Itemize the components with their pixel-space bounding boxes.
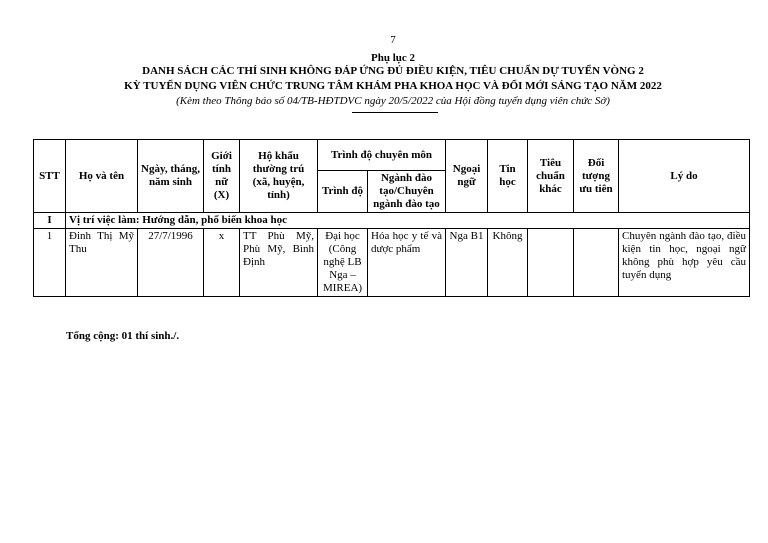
document-subtitle: (Kèm theo Thông báo số 04/TB-HĐTDVC ngày 20/5/2022 của Hội đồng tuyển dụng viên chức Sở) — [176, 95, 610, 107]
header-it: Tin học — [488, 140, 528, 213]
document-title-line2: KỲ TUYỂN DỤNG VIÊN CHỨC TRUNG TÂM KHÁM PHA KHOA HỌC VÀ ĐỔI MỚI SÁNG TẠO NĂM 2022 — [124, 80, 662, 92]
cell-name: Đinh Thị Mỹ Thu — [66, 229, 138, 297]
cell-foreign-language: Nga B1 — [446, 229, 488, 297]
table-row — [34, 229, 750, 297]
section-index: I — [34, 213, 66, 229]
header-major: Ngành đào tạo/Chuyên ngành đào tạo — [368, 171, 446, 213]
appendix-title: Phụ lục 2 — [370, 52, 415, 64]
section-label: Vị trí việc làm: Hướng dẫn, phổ biến khoa học — [66, 213, 750, 229]
cell-it: Không — [488, 229, 528, 297]
cell-dob: 27/7/1996 — [138, 229, 204, 297]
table-header-row — [34, 140, 750, 171]
document-title-line1: DANH SÁCH CÁC THÍ SINH KHÔNG ĐÁP ỨNG ĐỦ ĐIỀU KIỆN, TIÊU CHUẨN DỰ TUYỂN VÒNG 2 — [142, 65, 644, 77]
cell-stt: 1 — [34, 229, 66, 297]
cell-reason: Chuyên ngành đào tạo, điều kiện tin học, ngoại ngữ không phù hợp yêu cầu tuyển dụng — [619, 229, 750, 297]
header-dob: Ngày, tháng, năm sinh — [138, 140, 204, 213]
header-foreign-language: Ngoại ngữ — [446, 140, 488, 213]
cell-residence: TT Phù Mỹ, Phù Mỹ, Bình Định — [240, 229, 318, 297]
section-row — [34, 213, 750, 229]
cell-gender: x — [204, 229, 240, 297]
header-reason: Lý do — [619, 140, 750, 213]
cell-major: Hóa học y tế và dược phẩm — [368, 229, 446, 297]
cell-priority — [574, 229, 619, 297]
header-residence: Hộ khẩu thường trú (xã, huyện, tỉnh) — [240, 140, 318, 213]
header-gender: Giới tính nữ (X) — [204, 140, 240, 213]
summary-total: Tổng cộng: 01 thí sinh./. — [66, 330, 180, 342]
cell-level: Đại học (Công nghệ LB Nga – MIREA) — [318, 229, 368, 297]
header-name: Họ và tên — [66, 140, 138, 213]
cell-other-criteria — [528, 229, 574, 297]
header-priority: Đối tượng ưu tiên — [574, 140, 619, 213]
header-level: Trình độ — [318, 171, 368, 213]
candidate-table — [33, 139, 750, 297]
page-number: 7 — [390, 34, 396, 46]
header-stt: STT — [34, 140, 66, 213]
title-underline — [352, 112, 438, 113]
header-qualification-group: Trình độ chuyên môn — [318, 140, 446, 171]
header-other-criteria: Tiêu chuẩn khác — [528, 140, 574, 213]
